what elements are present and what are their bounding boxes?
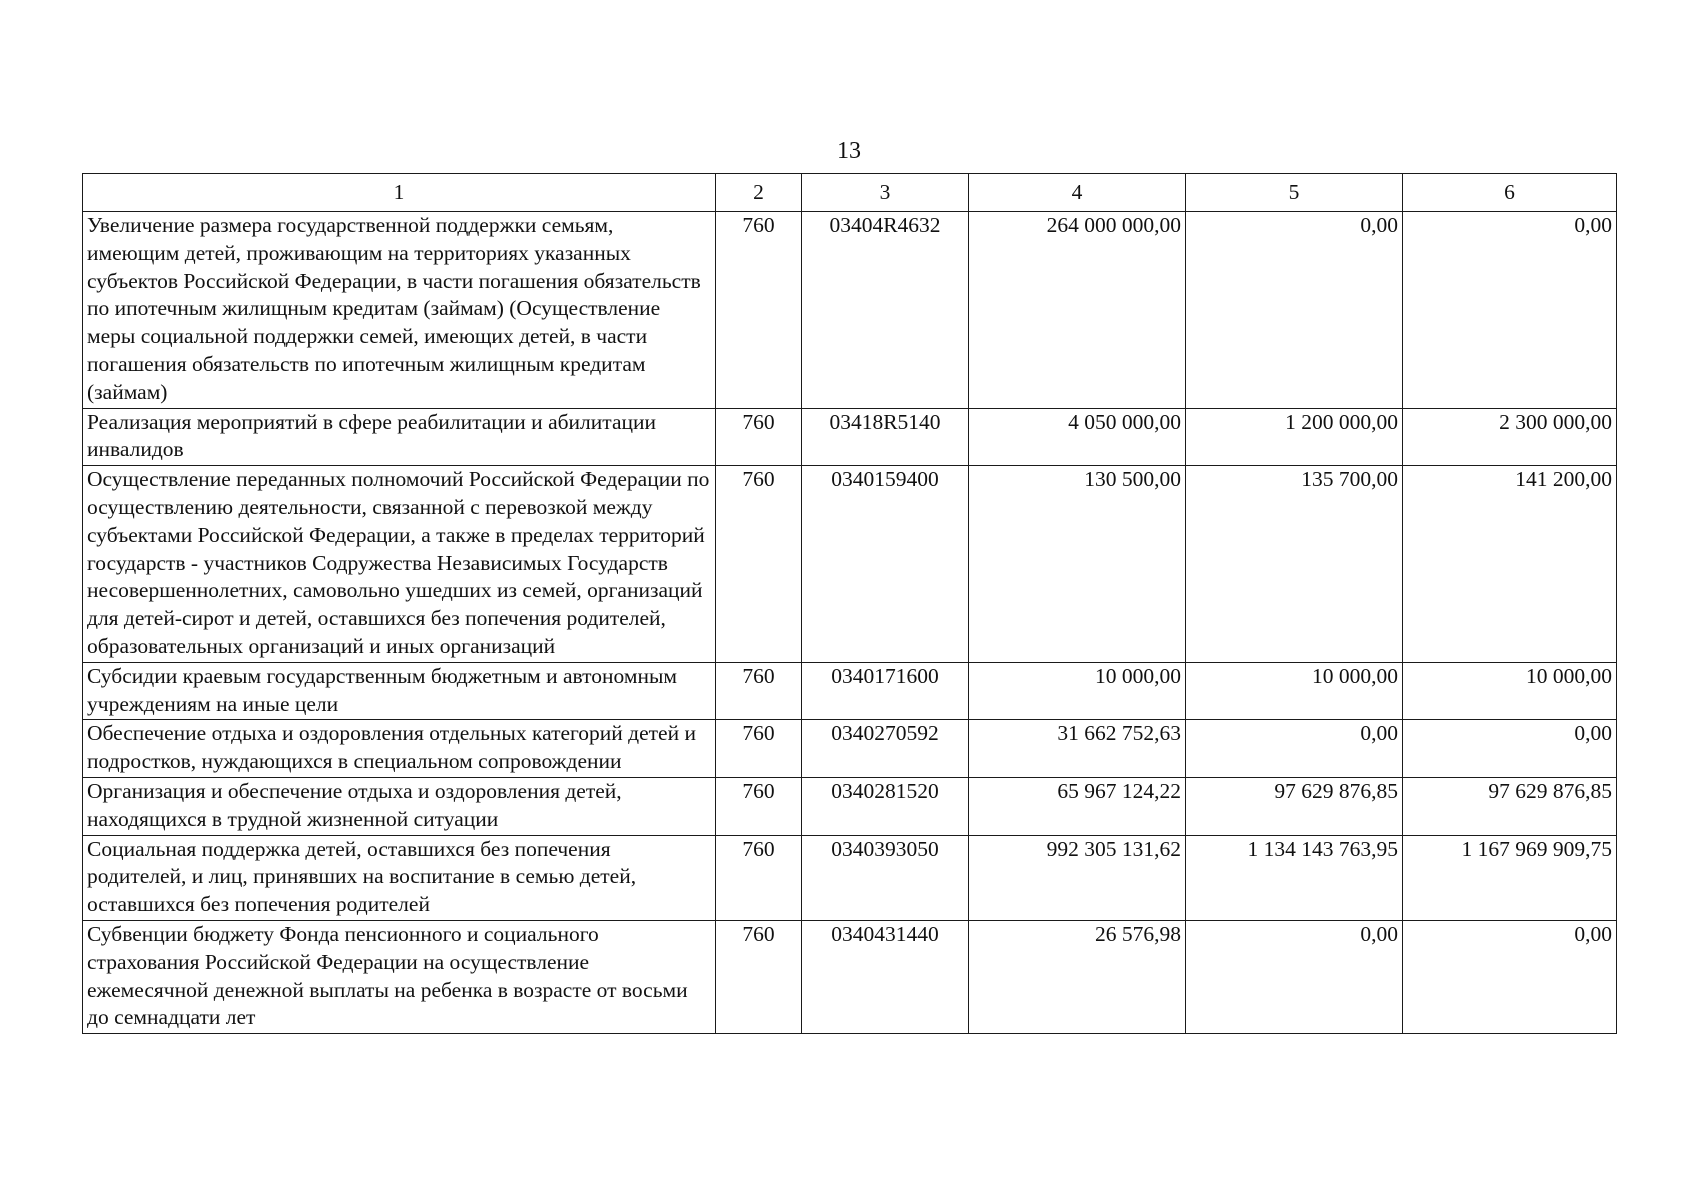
row-description: Субвенции бюджету Фонда пенсионного и социального страхования Российской Федерации на осуществление ежемесячной денежной выплаты на ребенка в возрасте от восьми до семнадцати лет bbox=[83, 920, 716, 1033]
table-row bbox=[83, 212, 1617, 409]
table-row bbox=[83, 920, 1617, 1033]
row-amount-3: 1 167 969 909,75 bbox=[1403, 835, 1617, 920]
row-csr: 0340281520 bbox=[802, 777, 969, 835]
row-code: 760 bbox=[716, 720, 802, 778]
row-amount-2: 1 134 143 763,95 bbox=[1186, 835, 1403, 920]
table-row bbox=[83, 777, 1617, 835]
row-code: 760 bbox=[716, 662, 802, 720]
table-row bbox=[83, 720, 1617, 778]
row-code: 760 bbox=[716, 835, 802, 920]
row-amount-3: 0,00 bbox=[1403, 920, 1617, 1033]
row-amount-2: 0,00 bbox=[1186, 720, 1403, 778]
header-cell-5: 5 bbox=[1186, 174, 1403, 212]
row-amount-3: 2 300 000,00 bbox=[1403, 408, 1617, 466]
row-amount-3: 0,00 bbox=[1403, 720, 1617, 778]
row-description: Социальная поддержка детей, оставшихся без попечения родителей, и лиц, принявших на воспитание в семью детей, оставшихся без попечения родителей bbox=[83, 835, 716, 920]
table-row bbox=[83, 466, 1617, 663]
row-amount-2: 1 200 000,00 bbox=[1186, 408, 1403, 466]
row-csr: 0340431440 bbox=[802, 920, 969, 1033]
budget-table bbox=[82, 173, 1617, 1034]
row-amount-3: 97 629 876,85 bbox=[1403, 777, 1617, 835]
header-cell-4: 4 bbox=[969, 174, 1186, 212]
table-body bbox=[83, 212, 1617, 1034]
table-header bbox=[83, 174, 1617, 212]
row-amount-2: 0,00 bbox=[1186, 212, 1403, 409]
header-cell-3: 3 bbox=[802, 174, 969, 212]
row-csr: 0340393050 bbox=[802, 835, 969, 920]
row-code: 760 bbox=[716, 408, 802, 466]
header-row bbox=[83, 174, 1617, 212]
page-number: 13 bbox=[837, 138, 861, 164]
row-amount-2: 97 629 876,85 bbox=[1186, 777, 1403, 835]
row-amount-2: 135 700,00 bbox=[1186, 466, 1403, 663]
row-amount-1: 130 500,00 bbox=[969, 466, 1186, 663]
row-amount-1: 10 000,00 bbox=[969, 662, 1186, 720]
row-amount-2: 10 000,00 bbox=[1186, 662, 1403, 720]
header-cell-2: 2 bbox=[716, 174, 802, 212]
row-description: Увеличение размера государственной поддержки семьям, имеющим детей, проживающим на территориях указанных субъектов Российской Федерации, в части погашения обязательств по ипотечным жилищным кредитам (займам) (Осуществление меры социальной поддержки семей, имеющих детей, в части погашения обязательств по ипотечным жилищным кредитам (займам) bbox=[83, 212, 716, 409]
row-amount-3: 0,00 bbox=[1403, 212, 1617, 409]
table-row bbox=[83, 408, 1617, 466]
row-csr: 03404R4632 bbox=[802, 212, 969, 409]
row-amount-1: 264 000 000,00 bbox=[969, 212, 1186, 409]
row-csr: 0340171600 bbox=[802, 662, 969, 720]
row-csr: 0340159400 bbox=[802, 466, 969, 663]
table-row bbox=[83, 662, 1617, 720]
row-amount-3: 10 000,00 bbox=[1403, 662, 1617, 720]
row-description: Обеспечение отдыха и оздоровления отдельных категорий детей и подростков, нуждающихся в специальном сопровождении bbox=[83, 720, 716, 778]
row-amount-1: 992 305 131,62 bbox=[969, 835, 1186, 920]
row-code: 760 bbox=[716, 212, 802, 409]
row-description: Осуществление переданных полномочий Российской Федерации по осуществлению деятельности, связанной с перевозкой между субъектами Российской Федерации, а также в пределах территорий государств - участников Содружества Независимых Государств несовершеннолетних, самовольно ушедших из семей, организаций для детей-сирот и детей, оставшихся без попечения родителей, образовательных организаций и иных организаций bbox=[83, 466, 716, 663]
row-amount-1: 31 662 752,63 bbox=[969, 720, 1186, 778]
table-row bbox=[83, 835, 1617, 920]
row-amount-1: 4 050 000,00 bbox=[969, 408, 1186, 466]
row-description: Организация и обеспечение отдыха и оздоровления детей, находящихся в трудной жизненной ситуации bbox=[83, 777, 716, 835]
row-description: Субсидии краевым государственным бюджетным и автономным учреждениям на иные цели bbox=[83, 662, 716, 720]
row-amount-1: 65 967 124,22 bbox=[969, 777, 1186, 835]
row-code: 760 bbox=[716, 777, 802, 835]
row-description: Реализация мероприятий в сфере реабилитации и абилитации инвалидов bbox=[83, 408, 716, 466]
row-code: 760 bbox=[716, 920, 802, 1033]
header-cell-6: 6 bbox=[1403, 174, 1617, 212]
row-amount-3: 141 200,00 bbox=[1403, 466, 1617, 663]
row-amount-1: 26 576,98 bbox=[969, 920, 1186, 1033]
row-code: 760 bbox=[716, 466, 802, 663]
row-amount-2: 0,00 bbox=[1186, 920, 1403, 1033]
row-csr: 0340270592 bbox=[802, 720, 969, 778]
header-cell-1: 1 bbox=[83, 174, 716, 212]
row-csr: 03418R5140 bbox=[802, 408, 969, 466]
